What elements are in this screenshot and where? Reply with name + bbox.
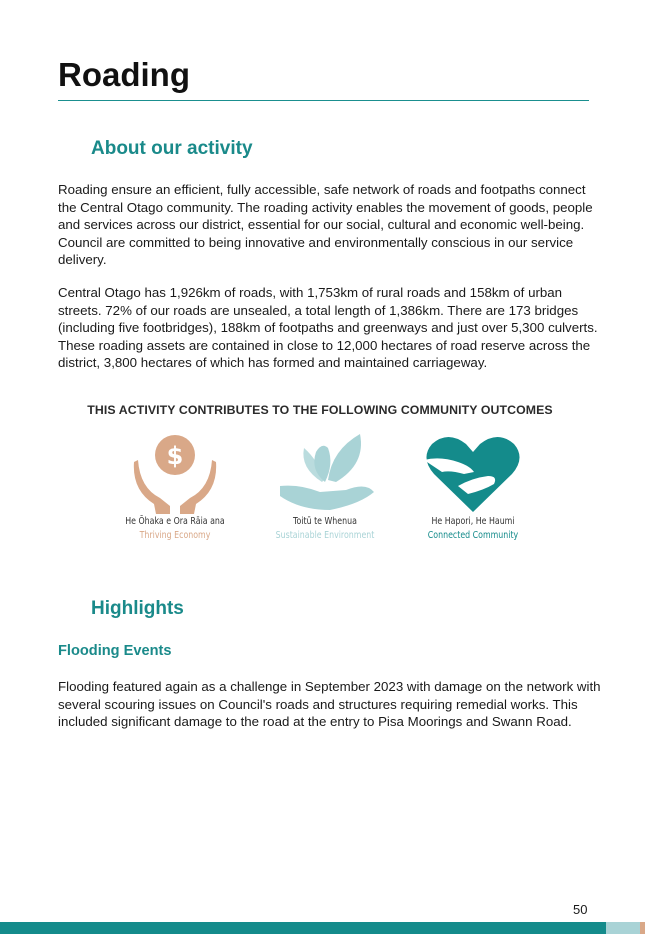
outcome-label-english: Sustainable Environment [275,530,375,541]
highlights-heading: Highlights [91,598,184,619]
outcome-label-maori: He Ōhaka e Ora Rāia ana [125,516,225,527]
outcome-label-maori: Toitū te Whenua [293,516,357,527]
hands-dollar-icon [120,430,230,515]
outcome-label-english: Thriving Economy [139,530,211,541]
footer-accent [606,922,640,934]
footer-bar [0,922,606,934]
outcome-label-english: Connected Community [427,530,519,541]
page-number: 50 [573,902,588,917]
outcome-thriving-economy [110,430,240,543]
svg-text:$: $ [166,442,184,470]
outcome-sustainable-environment [260,430,390,543]
about-paragraph-1: Roading ensure an efficient, fully accessible, safe network of roads and footpaths connect the Central Otago community. The roading activity enables the movement of goods, people and services across our district, essential for our social, cultural and economic well-being. Council are committed to being innovative and environmentally conscious in our service delivery. [58,182,593,268]
outcome-label-maori: He Hapori, He Haumi [431,516,515,527]
about-heading: About our activity [91,138,253,159]
title-divider [58,100,589,101]
outcomes-heading: THIS ACTIVITY CONTRIBUTES TO THE FOLLOWING COMMUNITY OUTCOMES [87,403,553,417]
about-paragraph-2: Central Otago has 1,926km of roads, with 1,753km of rural roads and 158km of urban streets. 72% of our roads are unsealed, a total length of 1,386km. There are 173 bridges (including five footbridges), 188km of footpaths and greenways and just over 5,300 culverts. These roading assets are contained in close to 12,000 hectares of road reserve across the district, 3,800 hectares of which has formed and maintained carriageway. [58,285,598,371]
outcome-connected-community [408,430,538,543]
flooding-events-heading: Flooding Events [58,643,172,659]
page-title: Roading [58,56,190,93]
heart-hands-icon [418,430,528,515]
flooding-paragraph: Flooding featured again as a challenge in September 2023 with damage on the network with several scouring issues on Council's roads and structures requiring remedial works. This included significant damage to the road at the entry to Pisa Moorings and Swann Road. [58,679,601,730]
hand-leaves-icon [270,430,380,515]
footer-accent [640,922,645,934]
